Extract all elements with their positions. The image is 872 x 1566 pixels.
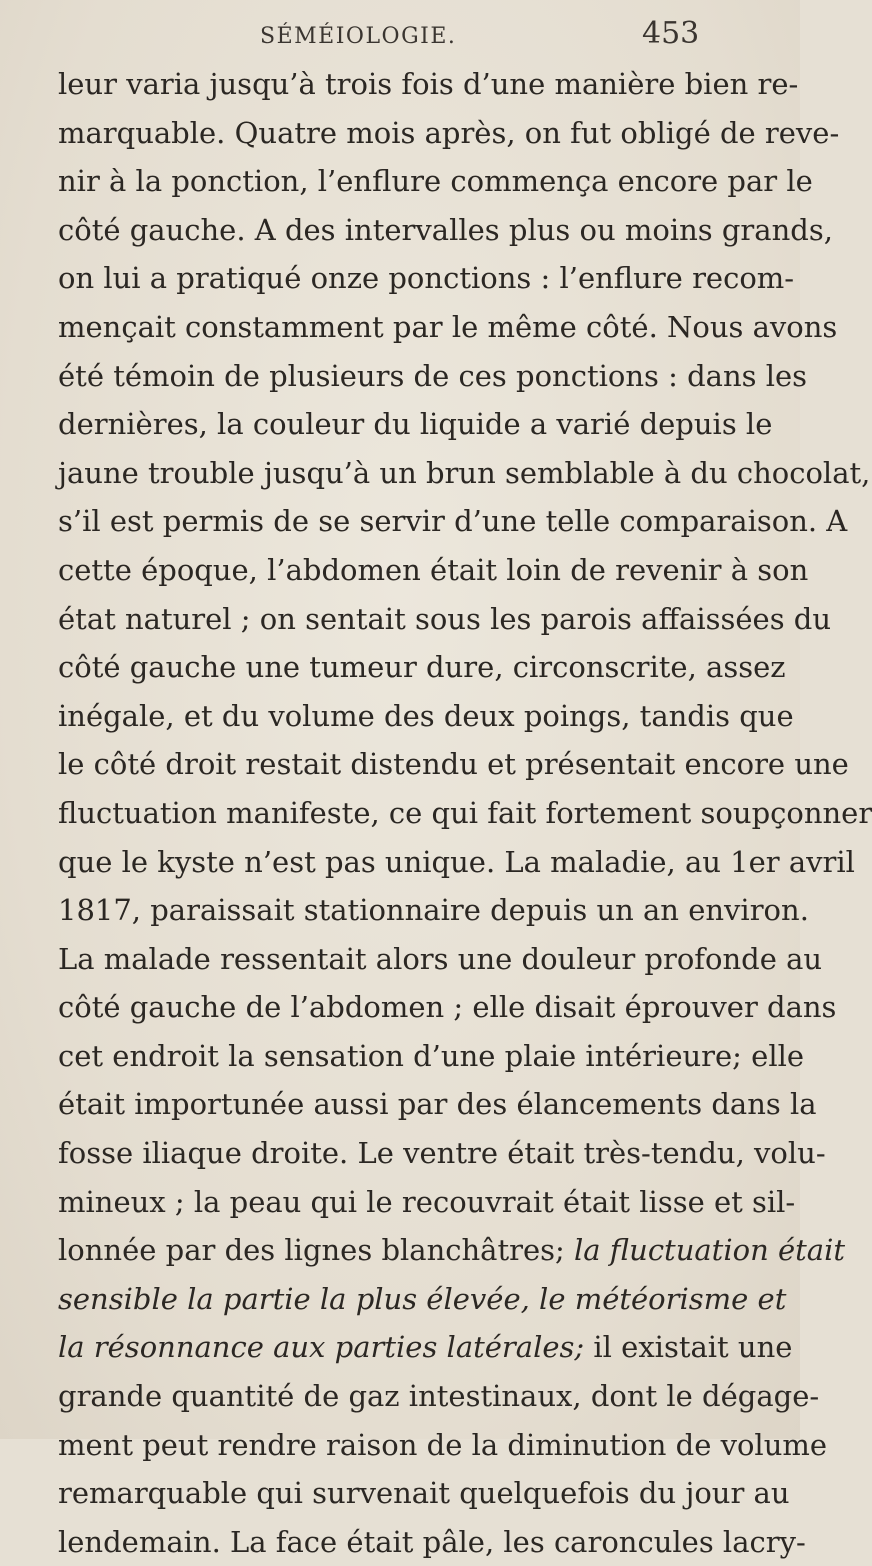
text-line bbox=[58, 1518, 806, 1566]
text-line-content: 1817, paraissait stationnaire depuis un an environ. bbox=[58, 893, 809, 928]
text-line-content: marquable. Quatre mois après, on fut obligé de reve- bbox=[58, 115, 840, 150]
text-line-content: lonnée par des lignes blanchâtres; bbox=[58, 1233, 565, 1268]
text-line bbox=[58, 254, 795, 303]
running-head-title: SÉMÉIOLOGIE. bbox=[260, 24, 457, 49]
text-line bbox=[58, 497, 848, 546]
running-head bbox=[0, 10, 800, 60]
text-line bbox=[58, 983, 837, 1032]
text-line bbox=[58, 838, 855, 887]
text-line-content: La malade ressentait alors une douleur profonde au bbox=[58, 941, 823, 976]
text-line-content: le côté droit restait distendu et présentait encore une bbox=[58, 747, 849, 782]
text-line-content: côté gauche. A des intervalles plus ou moins grands, bbox=[58, 212, 833, 247]
text-line bbox=[58, 157, 813, 206]
text-line bbox=[58, 60, 799, 109]
text-line-tail: il existait une bbox=[593, 1330, 793, 1365]
text-line-content: inégale, et du volume des deux poings, tandis que bbox=[58, 698, 794, 733]
page-number: 453 bbox=[642, 16, 700, 51]
text-line-content: été témoin de plusieurs de ces ponctions : dans les bbox=[58, 358, 808, 393]
text-line-content: côté gauche de l’abdomen ; elle disait éprouver dans bbox=[58, 990, 837, 1025]
text-line-content: que le kyste n’est pas unique. La maladie, au 1er avril bbox=[58, 844, 855, 879]
text-line-content: état naturel ; on sentait sous les parois affaissées du bbox=[58, 601, 832, 636]
text-line bbox=[58, 400, 773, 449]
text-line-content: grande quantité de gaz intestinaux, dont le dégage- bbox=[58, 1379, 820, 1414]
text-line-content: on lui a pratiqué onze ponctions : l’enflure recom- bbox=[58, 261, 795, 296]
text-line bbox=[58, 206, 833, 255]
text-line bbox=[58, 595, 832, 644]
text-line bbox=[58, 1032, 805, 1081]
text-line bbox=[58, 1178, 796, 1227]
text-line bbox=[58, 935, 823, 984]
text-line-content: était importunée aussi par des élancements dans la bbox=[58, 1087, 817, 1122]
text-line-content: jaune trouble jusqu’à un brun semblable à du chocolat, bbox=[58, 455, 871, 490]
text-line bbox=[58, 449, 871, 498]
body-text bbox=[58, 60, 872, 1566]
text-line bbox=[58, 643, 786, 692]
text-line-content: ment peut rendre raison de la diminution de volume bbox=[58, 1427, 828, 1462]
text-line bbox=[58, 740, 849, 789]
text-line bbox=[58, 789, 872, 838]
text-line-content: cette époque, l’abdomen était loin de revenir à son bbox=[58, 552, 809, 587]
text-line-content: fosse iliaque droite. Le ventre était très-tendu, volu- bbox=[58, 1136, 826, 1171]
text-line bbox=[58, 1469, 790, 1518]
text-line-content: sensible la partie la plus élevée, le météorisme et bbox=[58, 1281, 787, 1316]
text-line bbox=[58, 303, 838, 352]
text-line-content: leur varia jusqu’à trois fois d’une manière bien re- bbox=[58, 67, 799, 101]
text-line bbox=[58, 352, 808, 401]
text-line-content: lendemain. La face était pâle, les caroncules lacry- bbox=[58, 1524, 806, 1559]
text-line bbox=[58, 886, 809, 935]
text-line bbox=[58, 1372, 820, 1421]
text-line bbox=[58, 1129, 826, 1178]
text-line bbox=[58, 1323, 793, 1372]
text-line bbox=[58, 1421, 828, 1470]
text-line-content: nir à la ponction, l’enflure commença encore par le bbox=[58, 164, 813, 199]
text-line-content: côté gauche une tumeur dure, circonscrite, assez bbox=[58, 650, 786, 685]
text-line bbox=[58, 546, 809, 595]
text-line-content: fluctuation manifeste, ce qui fait fortement soupçonner bbox=[58, 795, 872, 830]
text-line-content: la résonnance aux parties latérales; bbox=[58, 1330, 585, 1365]
text-line-content: s’il est permis de se servir d’une telle comparaison. A bbox=[58, 504, 848, 539]
text-line bbox=[58, 1226, 845, 1275]
text-line-content: dernières, la couleur du liquide a varié depuis le bbox=[58, 407, 773, 442]
text-line bbox=[58, 1275, 787, 1324]
text-line-tail: la fluctuation était bbox=[574, 1233, 845, 1268]
text-line bbox=[58, 1080, 817, 1129]
text-line-content: mençait constamment par le même côté. Nous avons bbox=[58, 309, 838, 344]
text-line-content: cet endroit la sensation d’une plaie intérieure; elle bbox=[58, 1038, 805, 1073]
text-line bbox=[58, 692, 794, 741]
text-line bbox=[58, 109, 840, 158]
text-line-content: remarquable qui survenait quelquefois du jour au bbox=[58, 1476, 790, 1511]
text-line-content: mineux ; la peau qui le recouvrait était lisse et sil- bbox=[58, 1184, 796, 1219]
